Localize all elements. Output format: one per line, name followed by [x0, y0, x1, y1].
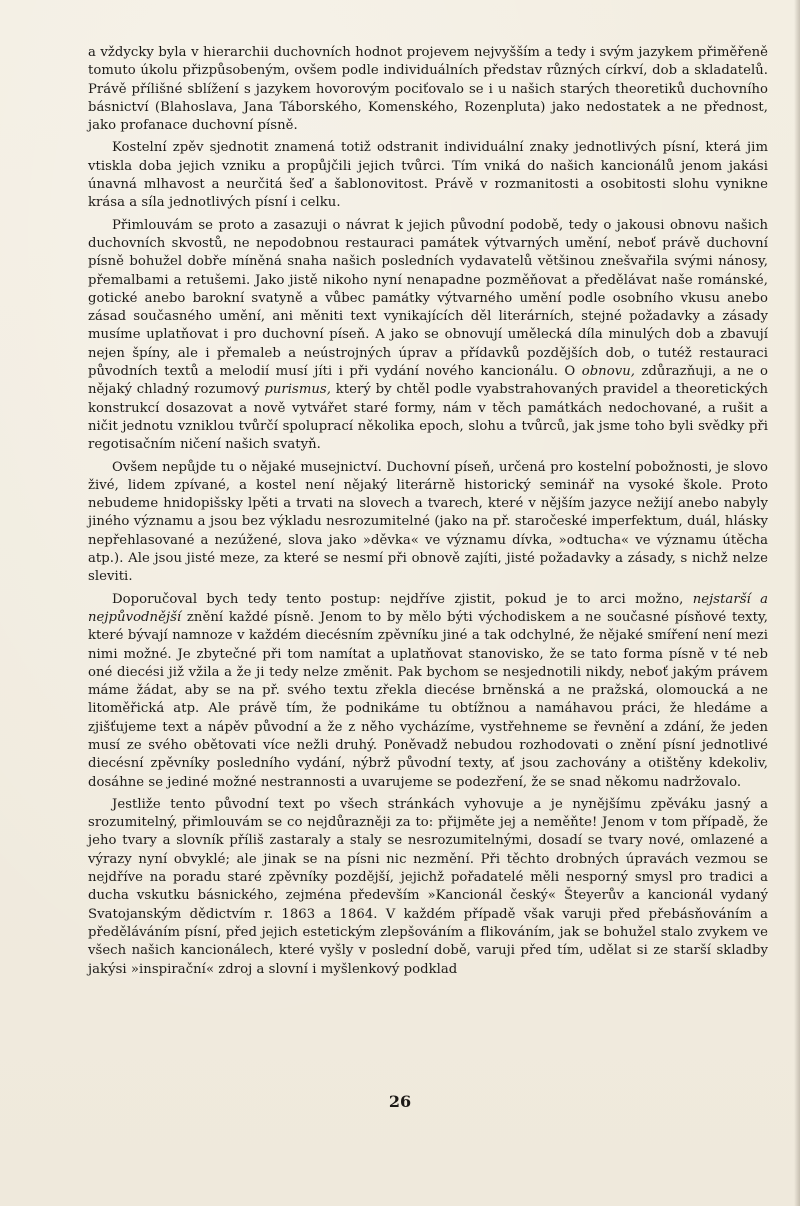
paragraph	[88, 459, 768, 587]
paragraph	[88, 796, 768, 979]
paragraph-text: a vždycky byla v hierarchii duchovních hodnot projevem nejvyšším a tedy i svým jazykem přiměřeně tomuto úkolu přizpůsobeným, ovšem podle individuálních představ různých církví, dob a skladatelů. Právě přílišné sblížení s jazykem hovorovým pociťovalo se i u našich starých theoretiků duchovního básnictví (Blahoslava, Jana Táborského, Komenského, Rozenpluta) jako nedostatek a ne přednost, jako profanace duchovní písně.	[88, 45, 768, 134]
paragraph-text: znění každé písně. Jenom to by mělo býti východiskem a ne současné písňové texty, které bývají namnoze v každém diecésním zpěvníku jiné a tak odchylné, že nějaké smíření není mezi nimi možné. Je zbytečné při tom namítat a uplatňovat stanovisko, že se tato forma písně v té neb oné diecési již vžila a že ji tedy nelze změnit. Pak bychom se nesjednotili nikdy, neboť jakým právem máme žádat, aby se na př. svého textu zřekla diecése brněnská a ne pražská, olomoucká a ne litoměřická atp. Ale právě tím, že podnikáme tu obtížnou a namáhavou práci, že hledáme a zjišťujeme text a nápěv původní a že z něho vycházíme, vystřehneme se řevnění a zdání, že jeden musí ze svého obětovati více nežli druhý. Poněvadž nebudou rozhodovati o znění písní jednotlivé diecésní zpěvníky posledního vydání, nýbrž původní texty, ať jsou zachovány a otištěny kdekoliv, dosáhne se jediné možné nestrannosti a uvarujeme se podezření, že se snad někomu nadržovalo.	[88, 609, 768, 790]
paragraph-text: Kostelní zpěv sjednotit znamená totiž odstranit individuální znaky jednotlivých písní, která jim vtiskla doba jejich vzniku a propůjčili jejich tvůrci. Tím vniká do našich kancionálů jenom jakási únavná mlhavost a neurčitá šeď a šablonovitost. Právě v rozmanitosti a osobitosti slohu vynikne krása a síla jednotlivých písní i celku.	[88, 140, 768, 211]
emphasized-text: purismus,	[264, 382, 331, 398]
paragraph	[88, 217, 768, 455]
body-text	[88, 44, 768, 983]
emphasized-text: obnovu,	[581, 364, 636, 380]
paragraph-text: Ovšem nepůjde tu o nějaké musejnictví. Duchovní píseň, určená pro kostelní pobožnosti, je slovo živé, lidem zpívané, a kostel není nějaký literárně historický seminář na vysoké škole. Proto nebudeme hnidopišsky lpěti a trvati na slovech a tvarech, které v nějším jazyce nežijí anebo nabyly jiného významu a jsou bez výkladu nesrozumitelné (jako na př. staročeské imperfektum, duál, hlásky nepřehlasované a nezúžené, slova jako »děvka« ve významu dívka, »odtucha« ve významu útěcha atp.). Ale jsou jisté meze, za které se nesmí při obnově zajíti, jisté požadavky a zásady, s nichž nelze sleviti.	[88, 459, 768, 585]
page-edge-shadow	[794, 0, 800, 1206]
paragraph-text: Jestliže tento původní text po všech stránkách vyhovuje a je nynějšímu zpěváku jasný a srozumitelný, přimlouvám se co nejdůrazněji za to: přijměte jej a neměňte! Jenom v tom případě, že jeho tvary a slovník příliš zastaraly a staly se nesrozumitelnými, dosadí se tvary nové, omlazené a výrazy nyní obvyklé; ale jinak se na písni nic nezmění. Při těchto drobných úpravách vezmou se nejdříve na poradu staré zpěvníky pozdější, jejichž pořadatelé měli nesporný smysl pro tradici a ducha vskutku básnického, zejména především »Kancionál český« Šteyerův a kancionál vydaný Svatojanským dědictvím r. 1863 a 1864. V každém případě však varuji před přebásňováním a předěláváním písní, před jejich estetickým zlepšováním a flikováním, jak se bohužel stalo zvykem ve všech našich kancionálech, které vyšly v poslední době, varuji před tím, udělat si ze starší skladby jakýsi »inspirační« zdroj a slovní i myšlenkový podklad	[88, 796, 768, 977]
paragraph	[88, 591, 768, 792]
page-number: 26	[388, 1092, 412, 1111]
paragraph	[88, 139, 768, 212]
paragraph-text: Doporučoval bych tedy tento postup: nejdříve zjistit, pokud je to arci možno,	[112, 591, 693, 607]
paragraph-text: který by chtěl podle vyabstrahovaných pravidel a theoretických konstrukcí dosazovat a nově vytvářet staré formy, nám v těch památkách nedochované, a rušit a ničit jednotu vzniklou tvůrčí spoluprací několika epoch, slohu a tvůrců, jak jsme toho byli svědky při regotisačním ničení našich svatyň.	[88, 382, 768, 453]
emphasized-text: nejstarší a nejpůvodnější	[88, 591, 768, 625]
paragraph	[88, 44, 768, 135]
paragraph-text: Přimlouvám se proto a zasazuji o návrat k jejich původní podobě, tedy o jakousi obnovu našich duchovních skvostů, ne nepodobnou restauraci památek výtvarných umění, neboť právě duchovní písně bohužel dobře míněná snaha našich posledních vydavatelů většinou znešvařila svými nánosy, přemalbami a retušemi. Jako jistě nikoho nyní nenapadne pozměňovat a předělávat naše románské, gotické anebo barokní svatyně a vůbec památky výtvarného umění podle osobního vkusu anebo zásad současného umění, ani měniti text vynikajících děl literárních, stejné požadavky a zásady musíme uplatňovat i pro duchovní píseň. A jako se obnovují umělecká díla minulých dob a zbavují nejen špíny, ale i přemaleb a neústrojných úprav a přídavků pozdějších dob, o tutéž restauraci původních textů a melodií musí jíti i při vydání nového kancionálu. O	[88, 217, 768, 380]
paragraph-text: zdůrazňuji, a ne o nějaký chladný rozumový	[88, 364, 768, 398]
